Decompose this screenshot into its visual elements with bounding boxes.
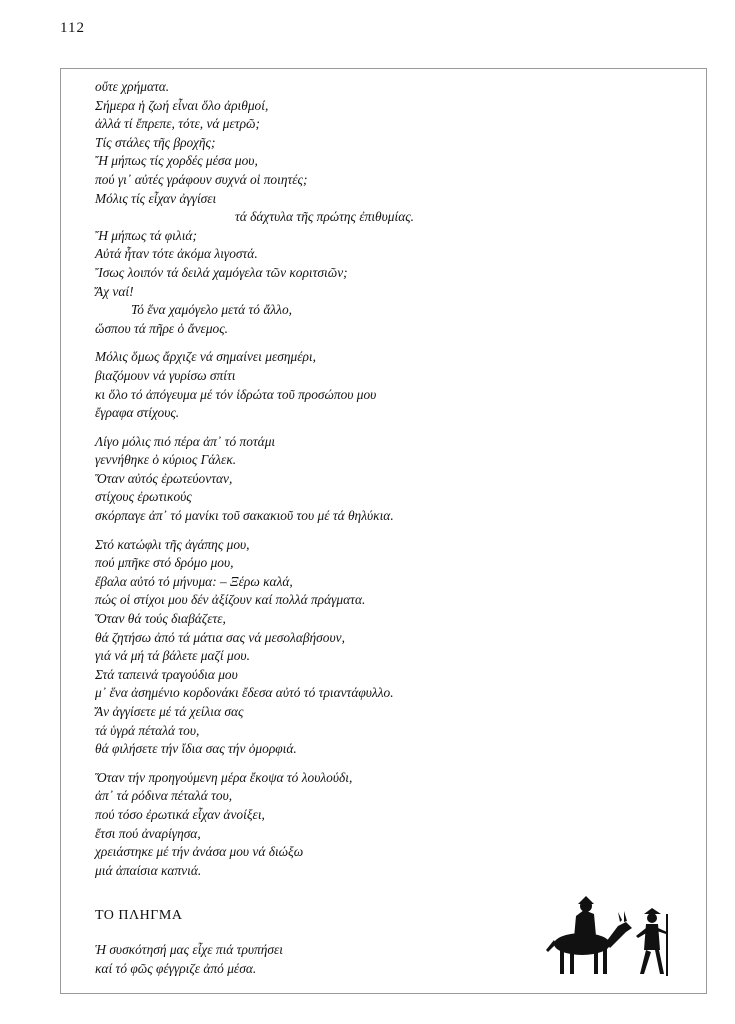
poem-line: Ὅταν αὐτός ἐρωτεύονταν, [95,470,233,486]
poem-line: Ἴσως λοιπόν τά δειλά χαμόγελα τῶν κοριτσιῶν; [95,264,348,280]
section-line: Ἡ συσκότησή μας εἶχε πιά τρυπήσει [95,942,283,957]
poem-line: πού γι᾿ αὐτές γράφουν συχνά οἱ ποιητές; [95,171,308,187]
poem-line: πού μπῆκε στό δρόμο μου, [95,555,234,571]
poem-line: Ὅταν θά τούς διαβάζετε, [95,611,226,627]
poem-line: τά δάχτυλα τῆς πρώτης ἐπιθυμίας. [235,209,415,225]
section-line: καί τό φῶς φέγγριζε ἀπό μέσα. [95,961,257,976]
poem-line: Τίς στάλες τῆς βροχῆς; [95,134,216,150]
page-number: 112 [60,20,85,36]
poem-line: ἔγραφα στίχους. [95,405,180,421]
poem-line: βιαζόμουν νά γυρίσω σπίτι [95,367,236,383]
poem-line: ἀλλά τί ἔπρεπε, τότε, νά μετρῶ; [95,116,260,132]
poem-line: πώς οἱ στίχοι μου δέν ἀξίζουν καί πολλά πράγματα. [95,592,366,608]
poem-line: Στό κατώφλι τῆς ἀγάπης μου, [95,536,250,552]
poem-line: στίχους ἐρωτικούς [95,489,192,505]
poem-line: κι ὅλο τό ἀπόγευμα μέ τόν ἱδρώτα τοῦ προσώπου μου [95,386,377,402]
poem-line: Ὅταν τήν προηγούμενη μέρα ἔκοψα τό λουλούδι, [95,769,353,785]
stanza [95,536,515,759]
section-text [95,940,283,978]
stanza [95,769,515,881]
poem-line: Ἄν ἀγγίσετε μέ τά χείλια σας [95,704,244,719]
poem-line: ἀπ᾿ τά ρόδινα πέταλά του, [95,788,233,804]
poem-line: θά ζητήσω ἀπό τά μάτια σας νά μεσολαβήσουν, [95,629,345,645]
poem-line: Ἤ μήπως τά φιλιά; [95,227,197,243]
poem-line: Ἄχ ναί! [95,283,134,299]
poem-line: Αὐτά ἦταν τότε ἀκόμα λιγοστά. [95,246,258,262]
stanza [95,433,515,526]
stanza [95,78,515,338]
poem-line: χρειάστηκε μέ τήν ἀνάσα μου νά διώξω [95,844,304,860]
poem-line: γιά νά μή τά βάλετε μαζί μου. [95,648,250,664]
poem-line: θά φιλήσετε τήν ἴδια σας τήν ὀμορφιά. [95,741,297,757]
poem-line: Σήμερα ἡ ζωή εἶναι ὅλο ἀριθμοί, [95,97,269,113]
poem-line: οὔτε χρήματα. [95,79,170,94]
poem-line: ἔβαλα αὐτό τό μήνυμα: – Ξέρω καλά, [95,573,293,589]
poem-line: μ᾿ ἕνα ἀσημένιο κορδονάκι ἔδεσα αὐτό τό τριαντάφυλλο. [95,685,394,701]
poem-line: Λίγο μόλις πιό πέρα ἀπ᾿ τό ποτάμι [95,433,276,449]
poem-line: Ἤ μήπως τίς χορδές μέσα μου, [95,153,258,169]
donkey-rider-silhouette-icon [540,892,680,982]
poem-line: τά ὑγρά πέταλά του, [95,722,200,738]
poem-body [95,78,515,890]
poem-line: πού τόσο ἐρωτικά εἶχαν ἀνοίξει, [95,806,265,822]
stanza [95,348,515,422]
poem-line: Μόλις τίς εἶχαν ἀγγίσει [95,190,217,206]
poem-line: Τό ἕνα χαμόγελο μετά τό ἄλλο, [131,302,292,318]
poem-line: Μόλις ὅμως ἄρχιζε νά σημαίνει μεσημέρι, [95,349,316,365]
poem-line: μιά ἀπαίσια καπνιά. [95,862,202,878]
poem-line: σκόρπαγε ἀπ᾿ τό μανίκι τοῦ σακακιοῦ του μέ τά θηλύκια. [95,508,394,524]
poem-line: Στά ταπεινά τραγούδια μου [95,666,238,682]
poem-line: ὥσπου τά πῆρε ὁ ἄνεμος. [95,320,229,336]
section-title: ΤΟ ΠΛΗΓΜΑ [95,908,183,923]
poem-line: ἔτσι πού ἀναρίγησα, [95,825,201,841]
poem-line: γεννήθηκε ὁ κύριος Γάλεκ. [95,452,237,468]
